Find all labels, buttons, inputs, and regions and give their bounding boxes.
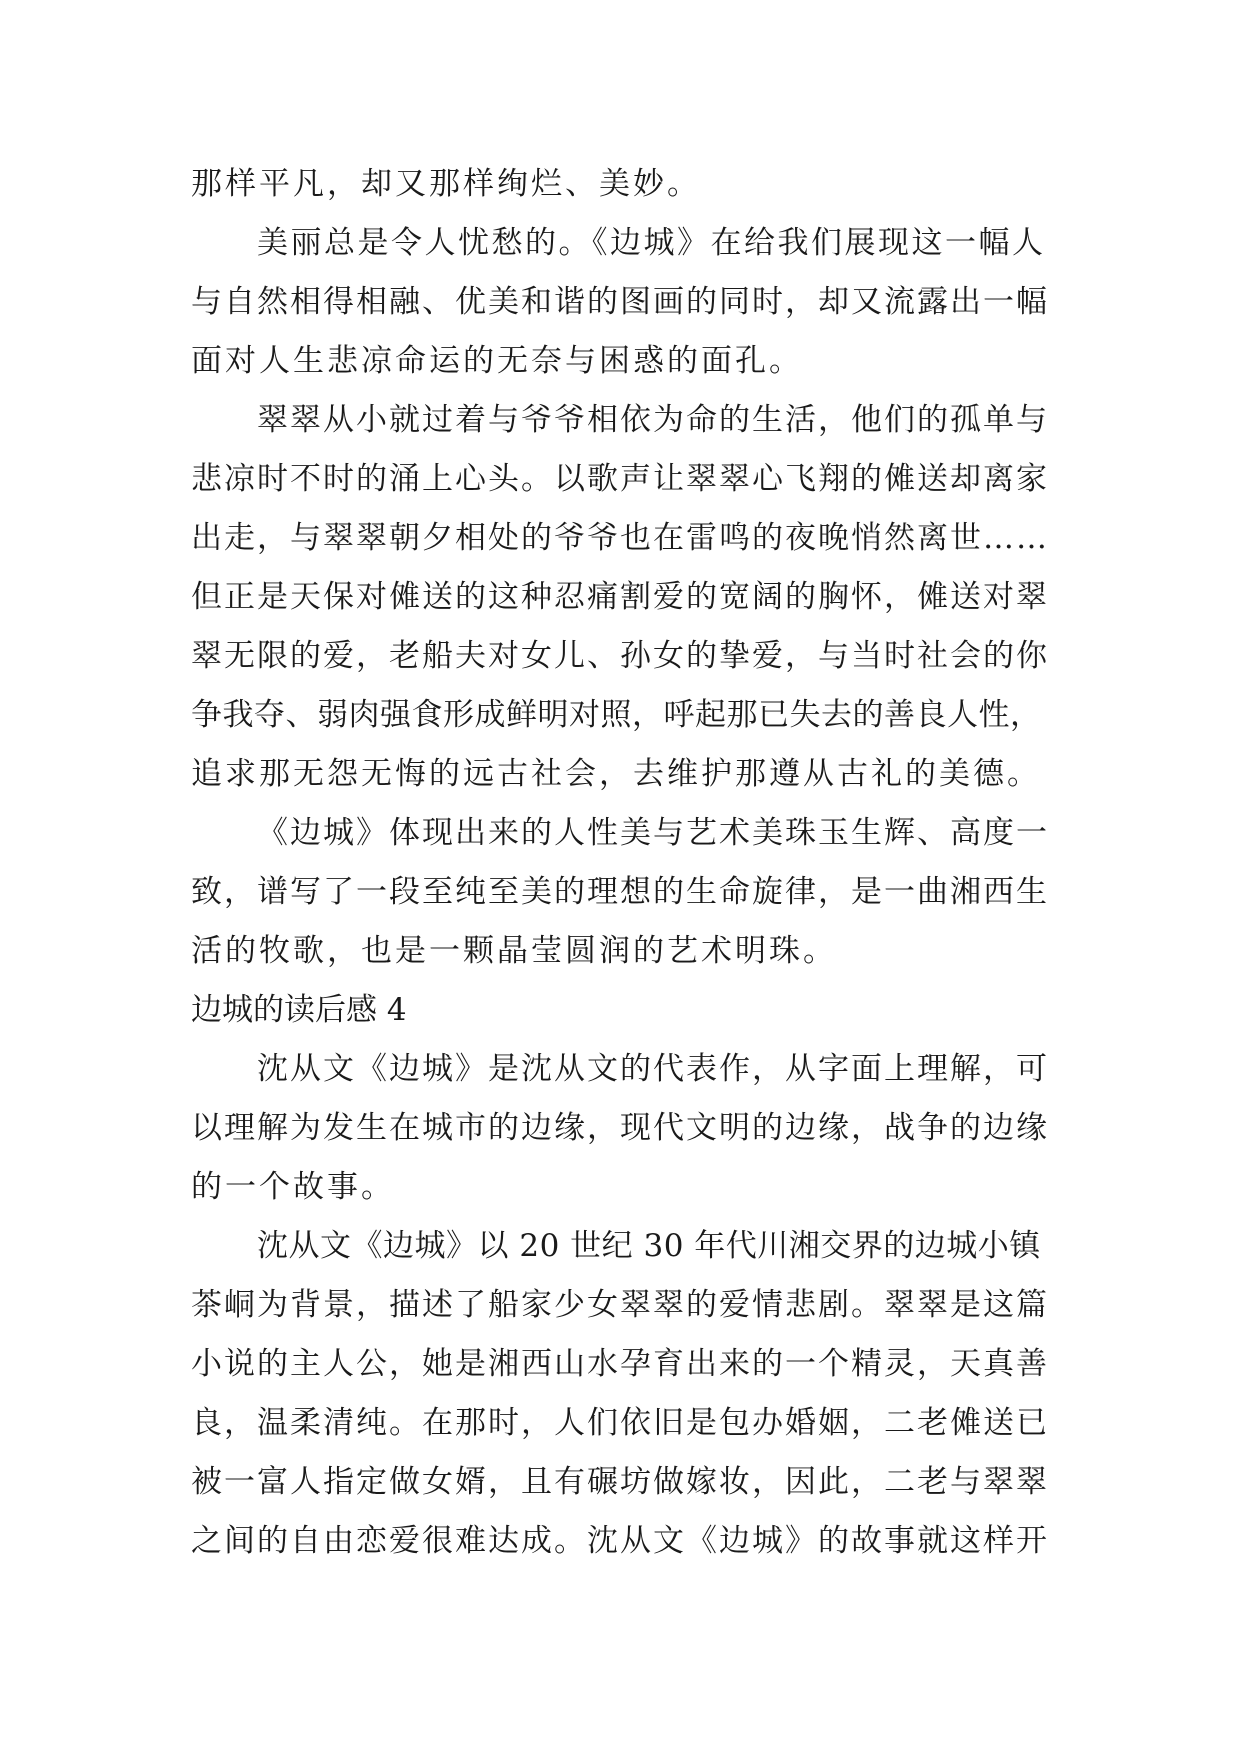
paragraph-start-line: 美丽总是令人忧愁的。《边城》在给我们展现这一幅人 xyxy=(257,225,1046,261)
text-line: 争我夺、弱肉强食形成鲜明对照，呼起那已失去的善良人性， xyxy=(191,697,1042,733)
paragraph-start-line: 《边城》体现出来的人性美与艺术美珠玉生辉、高度一 xyxy=(257,815,1049,851)
text-line: 与自然相得相融、优美和谐的图画的同时，却又流露出一幅 xyxy=(191,284,1049,320)
text-line: 活的牧歌，也是一颗晶莹圆润的艺术明珠。 xyxy=(191,933,837,969)
text-line: 翠无限的爱，老船夫对女儿、孙女的挚爱，与当时社会的你 xyxy=(191,638,1049,674)
text-line: 悲凉时不时的涌上心头。以歌声让翠翠心飞翔的傩送却离家 xyxy=(191,461,1049,497)
text-line: 小说的主人公，她是湘西山水孕育出来的一个精灵，天真善 xyxy=(191,1346,1049,1382)
text-line: 但正是天保对傩送的这种忍痛割爱的宽阔的胸怀，傩送对翠 xyxy=(191,579,1049,615)
document-body xyxy=(191,155,1051,1571)
text-line: 良，温柔清纯。在那时，人们依旧是包办婚姻，二老傩送已 xyxy=(191,1405,1049,1441)
text-line: 出走，与翠翠朝夕相处的爷爷也在雷鸣的夜晚悄然离世…… xyxy=(191,520,1049,556)
section-heading: 边城的读后感 4 xyxy=(191,992,407,1028)
text-line: 被一富人指定做女婿，且有碾坊做嫁妆，因此，二老与翠翠 xyxy=(191,1464,1049,1500)
text-line: 那样平凡，却又那样绚烂、美妙。 xyxy=(191,166,701,202)
text-line: 面对人生悲凉命运的无奈与困惑的面孔。 xyxy=(191,343,803,379)
text-line: 追求那无怨无悔的远古社会，去维护那遵从古礼的美德。 xyxy=(191,756,1041,792)
paragraph-start-line: 翠翠从小就过着与爷爷相依为命的生活，他们的孤单与 xyxy=(257,402,1049,438)
text-line: 茶峒为背景，描述了船家少女翠翠的爱情悲剧。翠翠是这篇 xyxy=(191,1287,1049,1323)
text-line: 的一个故事。 xyxy=(191,1169,395,1205)
paragraph-start-line: 沈从文《边城》以 20 世纪 30 年代川湘交界的边城小镇 xyxy=(257,1228,1041,1264)
text-line: 以理解为发生在城市的边缘，现代文明的边缘，战争的边缘 xyxy=(191,1110,1049,1146)
text-line: 之间的自由恋爱很难达成。沈从文《边城》的故事就这样开 xyxy=(191,1523,1049,1559)
text-line: 致，谱写了一段至纯至美的理想的生命旋律，是一曲湘西生 xyxy=(191,874,1049,910)
paragraph-start-line: 沈从文《边城》是沈从文的代表作，从字面上理解，可 xyxy=(257,1051,1049,1087)
